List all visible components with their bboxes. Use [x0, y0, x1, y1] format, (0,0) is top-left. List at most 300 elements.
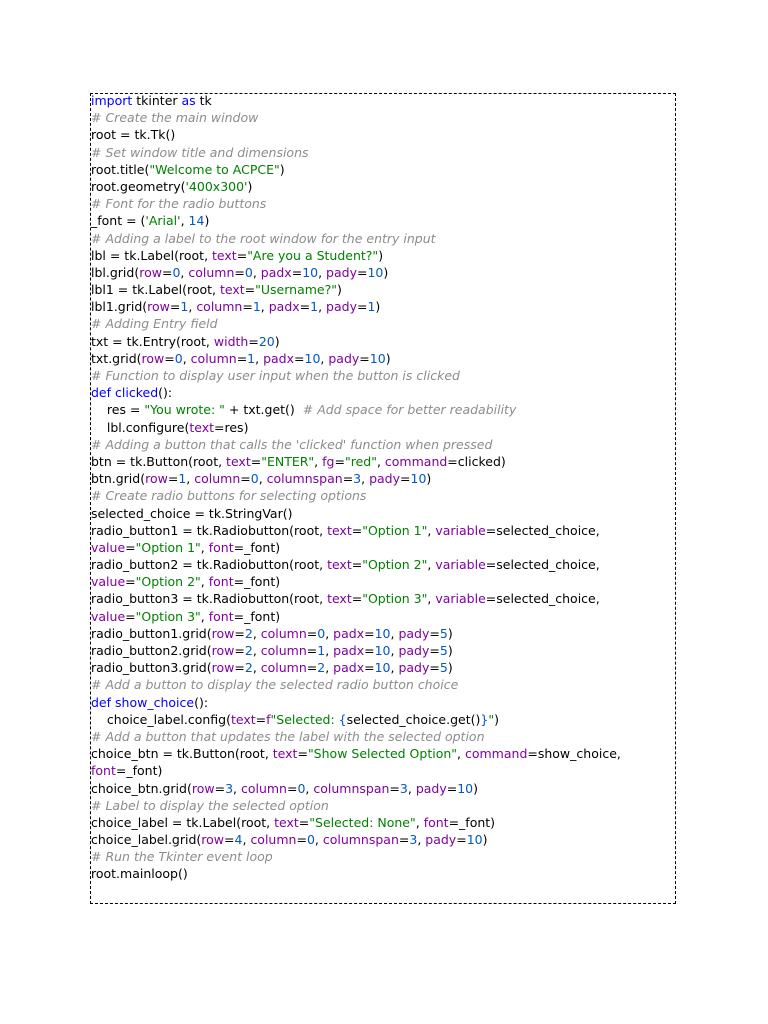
code-token-plain: , — [318, 264, 327, 280]
code-token-plain: , — [258, 471, 267, 487]
code-token-plain: = — [296, 832, 307, 848]
code-line — [91, 247, 671, 264]
code-line — [91, 780, 671, 797]
code-token-plain: radio_button1.grid( — [91, 625, 212, 641]
code-line — [91, 453, 671, 470]
code-token-kwarg: font — [208, 608, 234, 624]
code-token-number: 10 — [457, 780, 474, 796]
code-token-plain: = — [351, 557, 363, 573]
code-token-kwarg: padx — [333, 643, 365, 658]
code-token-plain: ) — [247, 178, 253, 194]
code-line — [91, 694, 671, 711]
code-token-number: 20 — [258, 333, 275, 349]
code-token-plain: =clicked) — [447, 453, 506, 469]
code-line — [91, 333, 671, 350]
code-token-kwarg: variable — [435, 591, 486, 607]
code-token-plain: , — [415, 814, 424, 830]
code-token-number: 4 — [234, 832, 243, 848]
code-token-plain: , — [314, 453, 323, 469]
code-token-plain: , — [188, 299, 197, 315]
code-token-string: "ENTER" — [261, 453, 315, 469]
code-token-kwarg: column — [196, 299, 243, 315]
code-token-plain: ) — [426, 471, 432, 487]
code-token-number: 1 — [252, 299, 261, 315]
code-token-string: "Welcome to ACPCE" — [149, 161, 280, 177]
code-token-plain: = — [236, 247, 248, 263]
code-token-string: "Are you a Student?" — [247, 247, 379, 263]
code-token-plain: = — [234, 625, 245, 641]
code-token-kwarg: row — [211, 660, 235, 676]
code-token-comment: # Adding a label to the root window for the entry input — [91, 230, 436, 246]
code-token-kwarg: pady — [398, 625, 430, 641]
code-token-plain: _font = ( — [91, 213, 146, 229]
code-line — [91, 178, 671, 195]
code-token-plain: , — [407, 780, 416, 796]
code-token-plain: = — [456, 832, 467, 848]
code-token-string: " — [488, 711, 495, 727]
code-token-number: 1 — [178, 471, 187, 487]
code-token-number: 2 — [244, 660, 253, 676]
code-token-number: 14 — [188, 213, 205, 229]
code-token-plain: , — [427, 557, 436, 573]
code-token-plain: lbl = tk.Label(root, — [91, 247, 213, 263]
code-token-kwarg: padx — [333, 660, 365, 676]
code-token-kwarg: columnspan — [266, 471, 343, 487]
code-line — [91, 109, 671, 126]
code-token-kwarg: column — [194, 471, 241, 487]
code-line — [91, 814, 671, 831]
code-token-plain: , — [252, 643, 261, 658]
code-token-number: 5 — [439, 625, 448, 641]
code-line — [91, 728, 671, 745]
code-token-plain: =_font) — [448, 814, 496, 830]
code-token-comment: # Add space for better readability — [302, 402, 517, 418]
code-token-string: "red" — [344, 453, 377, 469]
code-token-plain: = — [167, 471, 179, 487]
code-line — [91, 161, 671, 178]
code-token-kwarg: fg — [322, 453, 335, 469]
code-token-plain: , — [457, 746, 465, 762]
code-token-plain: = — [248, 333, 259, 349]
code-token-plain: =_font) — [233, 539, 281, 555]
code-token-plain: choice_btn = tk.Button(root, — [91, 746, 273, 762]
code-token-plain: , — [427, 522, 436, 538]
code-token-plain: choice_label.config( — [91, 711, 231, 727]
code-token-kwarg: text — [272, 746, 298, 762]
code-token-plain: , — [318, 299, 327, 315]
code-token-plain: , — [255, 350, 264, 366]
code-token-number: 10 — [304, 350, 321, 366]
code-token-plain: = — [400, 471, 411, 487]
code-token-plain: = — [164, 350, 175, 366]
code-token-string: "Option 3" — [135, 608, 201, 624]
code-token-string: "You wrote: " — [144, 402, 225, 418]
code-token-kwarg: pady — [326, 264, 357, 280]
code-token-plain: ) — [204, 213, 210, 229]
code-token-kwarg: pady — [398, 660, 430, 676]
code-token-plain: , — [186, 471, 195, 487]
code-token-plain: =res) — [214, 419, 249, 435]
code-token-comment: # Add a button that updates the label with the selected option — [91, 728, 485, 744]
code-token-plain: radio_button2.grid( — [91, 643, 212, 658]
code-token-plain: = — [429, 625, 440, 641]
code-token-string: "Username?" — [255, 282, 337, 298]
code-line — [91, 470, 671, 487]
code-token-plain: ) — [337, 282, 342, 298]
code-token-number: 3 — [409, 832, 418, 848]
code-token-kwarg: text — [189, 419, 215, 435]
code-token-kwarg: pady — [398, 643, 430, 658]
code-token-kwarg: column — [260, 643, 307, 658]
code-token-string: '400x300' — [185, 178, 248, 194]
code-line — [91, 212, 671, 229]
code-token-plain: ) — [383, 264, 389, 280]
code-token-plain: = — [306, 660, 318, 676]
code-token-number: 3 — [225, 780, 234, 796]
code-token-plain: =_font) — [233, 574, 281, 590]
code-token-plain: lbl1 = tk.Label(root, — [91, 282, 220, 298]
code-token-plain: ) — [447, 643, 453, 658]
code-token-kwarg: text — [327, 591, 352, 607]
code-token-plain: radio_button3.grid( — [91, 660, 212, 676]
code-token-number: 3 — [399, 780, 408, 796]
code-token-plain: = — [334, 453, 345, 469]
code-line — [91, 676, 671, 693]
code-token-plain: =selected_choice, — [485, 522, 600, 538]
code-line — [91, 522, 671, 539]
code-token-plain: = — [234, 264, 245, 280]
code-line — [91, 298, 671, 315]
code-line — [91, 436, 671, 453]
code-token-plain: = — [236, 350, 248, 366]
code-token-kwarg: row — [139, 264, 162, 280]
code-token-kwarg: value — [91, 608, 126, 624]
code-token-kwarg: padx — [263, 350, 295, 366]
code-token-number: 0 — [172, 264, 181, 280]
code-token-comment: # Create radio buttons for selecting options — [91, 488, 367, 504]
code-token-kwarg: text — [274, 814, 299, 830]
code-token-keyword: as — [181, 93, 196, 108]
code-token-plain: , — [314, 832, 323, 848]
code-token-string: "Show Selected Option" — [307, 746, 458, 762]
code-token-plain: lbl.grid( — [91, 264, 140, 280]
code-token-plain: , — [260, 299, 269, 315]
code-token-plain: = — [234, 660, 245, 676]
code-token-kwarg: column — [260, 625, 307, 641]
code-token-number: 0 — [317, 625, 326, 641]
code-token-number: 0 — [250, 471, 259, 487]
code-token-plain: = — [242, 299, 253, 315]
code-token-plain: root.title( — [91, 161, 150, 177]
code-token-plain: , — [182, 350, 191, 366]
code-token-plain: , — [325, 625, 334, 641]
code-line — [91, 195, 671, 212]
code-token-number: 1 — [247, 350, 256, 366]
code-token-kwarg: padx — [333, 625, 365, 641]
code-token-plain: , — [417, 832, 426, 848]
code-token-plain: = — [294, 350, 305, 366]
code-token-plain: radio_button2 = tk.Radiobutton(root, — [91, 557, 328, 573]
code-line — [91, 642, 671, 659]
code-line — [91, 367, 671, 384]
code-token-kwarg: column — [190, 350, 237, 366]
code-token-kwarg: font — [208, 539, 234, 555]
code-line — [91, 281, 671, 298]
code-line — [91, 865, 671, 882]
code-token-plain: = — [398, 832, 410, 848]
code-token-plain: = — [359, 350, 370, 366]
code-token-plain: = — [342, 471, 354, 487]
code-token-plain: =show_choice, — [527, 746, 621, 762]
code-token-number: 10 — [374, 643, 391, 658]
code-token-kwarg: column — [240, 780, 287, 796]
code-token-kwarg: value — [91, 574, 126, 590]
code-token-number: 10 — [369, 350, 386, 366]
code-line — [91, 590, 671, 607]
code-token-plain: root.geometry( — [91, 178, 186, 194]
code-token-plain: = — [125, 608, 136, 624]
code-token-kwarg: row — [211, 643, 235, 658]
code-token-plain: , — [427, 591, 436, 607]
code-token-plain: + txt.get() — [224, 402, 303, 418]
code-line — [91, 230, 671, 247]
code-token-number: 2 — [244, 625, 253, 641]
code-token-string: "Option 3" — [362, 591, 428, 607]
code-token-kwarg: font — [423, 814, 449, 830]
code-token-kwarg: row — [141, 350, 165, 366]
code-token-kwarg: column — [188, 264, 235, 280]
code-token-number: 0 — [297, 780, 306, 796]
code-token-plain: , — [180, 264, 189, 280]
code-token-plain: , — [305, 780, 314, 796]
code-token-kwarg: column — [260, 660, 307, 676]
code-token-plain: choice_btn.grid( — [91, 780, 192, 796]
code-token-plain: = — [125, 539, 136, 555]
code-line — [91, 556, 671, 573]
code-token-plain: (): — [158, 385, 173, 401]
code-token-plain: lbl.configure( — [91, 419, 190, 435]
code-token-kwarg: text — [327, 557, 352, 573]
code-token-plain: = — [364, 660, 375, 676]
code-token-number: 0 — [244, 264, 253, 280]
code-token-plain: selected_choice.get() — [346, 711, 481, 727]
code-token-string: "Option 2" — [135, 574, 201, 590]
code-token-plain: , — [200, 608, 209, 624]
code-token-comment: # Add a button to display the selected radio button choice — [91, 677, 459, 693]
code-token-plain: = — [244, 282, 256, 298]
code-line — [91, 419, 671, 436]
code-token-comment: # Adding a button that calls the 'clicked' function when pressed — [91, 436, 493, 452]
code-line — [91, 401, 671, 418]
code-token-plain: = — [356, 299, 368, 315]
code-token-plain: root = tk.Tk() — [91, 127, 176, 143]
code-token-plain: res = — [91, 402, 145, 418]
code-token-kwarg: variable — [435, 522, 486, 538]
code-token-kwarg: column — [250, 832, 297, 848]
code-line — [91, 831, 671, 848]
code-token-kwarg: row — [147, 299, 170, 315]
code-token-plain: =_font) — [233, 608, 281, 624]
code-token-kwarg: font — [208, 574, 234, 590]
code-token-kwarg: row — [191, 780, 215, 796]
code-token-plain: selected_choice = tk.StringVar() — [91, 505, 293, 521]
code-token-kwarg: pady — [328, 350, 360, 366]
code-token-string: "Option 2" — [362, 557, 428, 573]
code-token-string: "Option 1" — [135, 539, 201, 555]
code-token-kwarg: text — [230, 711, 256, 727]
code-token-plain: , — [200, 574, 209, 590]
code-token-plain: = — [214, 780, 226, 796]
code-token-string: 'Arial' — [145, 213, 181, 229]
code-token-kwarg: command — [384, 453, 448, 469]
code-token-plain: , — [252, 660, 261, 676]
code-token-number: 10 — [410, 471, 427, 487]
code-token-comment: # Font for the radio buttons — [91, 196, 267, 212]
code-token-plain: , — [320, 350, 329, 366]
code-token-number: 10 — [367, 264, 384, 280]
code-token-plain: , — [200, 539, 209, 555]
code-line — [91, 539, 671, 556]
code-token-number: 2 — [244, 643, 253, 658]
code-token-kwarg: text — [219, 282, 245, 298]
code-token-plain: txt.grid( — [91, 350, 142, 366]
code-token-plain: ) — [473, 780, 479, 796]
code-token-plain: txt = tk.Entry(root, — [91, 333, 214, 349]
code-line — [91, 659, 671, 676]
code-token-plain: btn = tk.Button(root, — [91, 453, 227, 469]
code-token-plain: , — [242, 832, 251, 848]
code-token-number: 10 — [466, 832, 483, 848]
code-token-number: { — [338, 711, 347, 727]
code-token-kwarg: width — [213, 333, 249, 349]
code-token-plain: =selected_choice, — [485, 557, 600, 573]
code-token-number: 10 — [374, 625, 391, 641]
code-token-comment: # Run the Tkinter event loop — [91, 849, 273, 865]
code-token-plain: ) — [279, 161, 285, 177]
code-token-kwarg: padx — [260, 264, 292, 280]
code-token-kwarg: row — [211, 625, 235, 641]
code-token-plain: , — [325, 660, 334, 676]
code-token-number: 0 — [306, 832, 315, 848]
code-token-plain: lbl1.grid( — [91, 299, 148, 315]
code-token-plain: = — [429, 643, 440, 658]
code-token-number: 1 — [317, 643, 326, 658]
code-token-plain: = — [351, 591, 363, 607]
code-token-kwarg: f — [266, 711, 271, 727]
code-line — [91, 384, 671, 401]
code-token-plain: ) — [375, 299, 381, 315]
code-token-plain: = — [298, 814, 310, 830]
code-token-plain: = — [240, 471, 251, 487]
code-token-plain: ) — [447, 660, 453, 676]
code-token-plain: = — [286, 780, 298, 796]
code-token-comment: # Set window title and dimensions — [91, 144, 309, 160]
code-token-plain: , — [390, 660, 399, 676]
code-token-number: 0 — [174, 350, 183, 366]
code-token-plain: = — [446, 780, 458, 796]
code-token-plain: radio_button3 = tk.Radiobutton(root, — [91, 591, 328, 607]
code-token-string: "Option 1" — [362, 522, 428, 538]
code-token-plain: = — [299, 299, 311, 315]
code-token-kwarg: row — [201, 832, 225, 848]
code-line — [91, 608, 671, 625]
code-block — [91, 92, 671, 883]
code-token-kwarg: variable — [435, 557, 486, 573]
code-line — [91, 505, 671, 522]
code-token-kwarg: pady — [369, 471, 401, 487]
code-token-comment: # Function to display user input when the button is clicked — [91, 368, 460, 383]
code-token-plain: = — [364, 625, 375, 641]
code-token-plain: = — [291, 264, 303, 280]
code-token-plain: = — [250, 453, 262, 469]
code-token-comment: # Label to display the selected option — [91, 797, 329, 813]
code-token-plain: choice_label = tk.Label(root, — [91, 814, 275, 830]
code-token-plain: , — [252, 625, 261, 641]
code-line — [91, 762, 671, 779]
code-token-plain: = — [125, 574, 136, 590]
code-token-plain: root.mainloop() — [91, 866, 188, 882]
code-token-number: 5 — [439, 643, 448, 658]
code-token-plain: = — [351, 522, 363, 538]
code-line — [91, 625, 671, 642]
code-token-number: 5 — [439, 660, 448, 676]
code-token-plain: , — [252, 264, 261, 280]
code-token-plain: = — [356, 264, 368, 280]
code-line — [91, 797, 671, 814]
code-token-plain: tkinter — [132, 93, 182, 108]
code-token-comment: # Create the main window — [91, 110, 259, 126]
code-line — [91, 264, 671, 281]
code-token-number: 10 — [374, 660, 391, 676]
code-token-number: 3 — [353, 471, 362, 487]
code-token-plain: = — [364, 643, 375, 658]
code-line — [91, 126, 671, 143]
code-token-plain: = — [224, 832, 235, 848]
code-token-plain: ) — [494, 711, 499, 727]
code-token-plain: =_font) — [115, 763, 163, 779]
code-token-plain: , — [325, 643, 334, 658]
code-token-plain: ) — [378, 247, 384, 263]
code-token-number: 2 — [317, 660, 326, 676]
code-token-kwarg: columnspan — [313, 780, 390, 796]
code-line — [91, 487, 671, 504]
code-token-string: "Selected: — [270, 711, 339, 727]
code-line — [91, 711, 671, 728]
code-line — [91, 144, 671, 161]
code-token-keyword: import — [91, 93, 133, 108]
code-token-kwarg: text — [226, 453, 251, 469]
code-token-plain: = — [429, 660, 440, 676]
code-token-plain: = — [169, 299, 181, 315]
code-token-plain: ) — [447, 625, 453, 641]
code-token-number: 10 — [302, 264, 319, 280]
code-token-comment: # Adding Entry field — [91, 316, 218, 332]
code-token-kwarg: columnspan — [322, 832, 399, 848]
code-token-plain: ) — [274, 333, 280, 349]
code-line — [91, 745, 671, 762]
code-token-plain: , — [180, 213, 189, 229]
code-token-plain: ) — [385, 350, 391, 366]
code-token-kwarg: command — [464, 746, 528, 762]
code-token-kwarg: value — [91, 539, 126, 555]
code-token-number: 1 — [310, 299, 319, 315]
code-token-keyword: clicked — [115, 385, 159, 401]
code-token-kwarg: pady — [425, 832, 457, 848]
code-token-kwarg: row — [145, 471, 168, 487]
code-token-plain: , — [376, 453, 385, 469]
code-token-kwarg: padx — [268, 299, 300, 315]
code-line — [91, 573, 671, 590]
